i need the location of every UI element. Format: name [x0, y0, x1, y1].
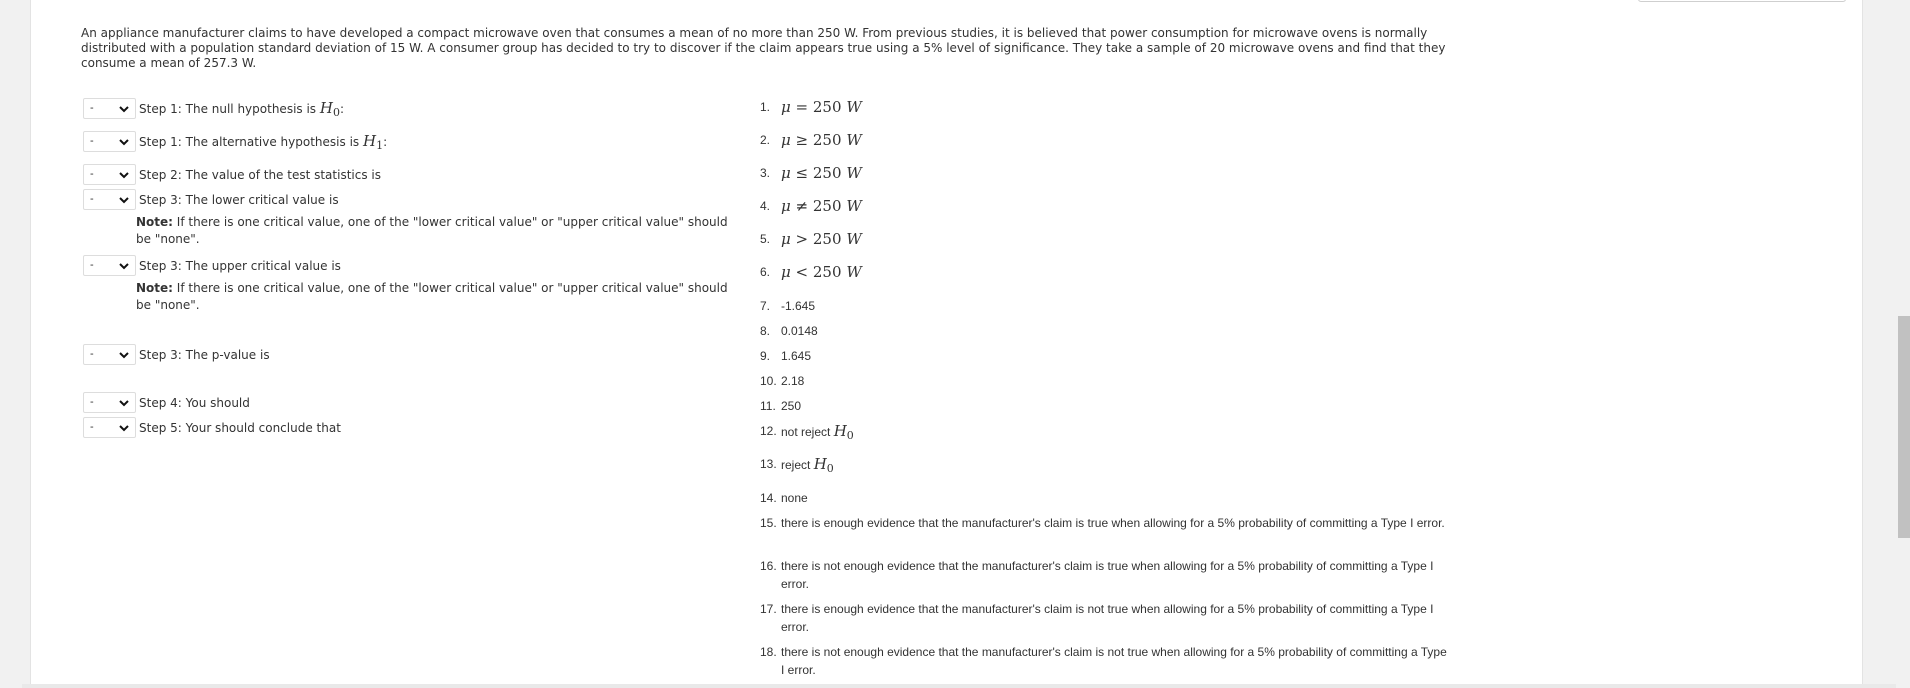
math-var: μ [781, 263, 791, 281]
option-item [760, 164, 862, 182]
option-item [760, 557, 1451, 593]
math-sub: 0 [846, 429, 854, 442]
math-symbol [814, 455, 834, 473]
option-number: 12. [760, 424, 777, 438]
option-item [760, 489, 808, 507]
option-item [760, 263, 862, 281]
answer-select[interactable] [83, 417, 136, 438]
math-op: > [795, 230, 809, 248]
math-unit: W [846, 131, 862, 149]
option-item [760, 230, 862, 248]
math-var: H [362, 131, 377, 150]
option-math [781, 98, 862, 116]
option-item [760, 600, 1451, 636]
step-label: Step 5: Your should conclude that [139, 420, 341, 435]
note-bold: Note: [136, 215, 173, 229]
math-var: H [833, 422, 847, 440]
math-op: ≠ [795, 197, 809, 215]
option-text: there is enough evidence that the manufacturer's claim is true when allowing for a 5% probability of committing a Type I error. [781, 516, 1445, 530]
note-text: If there is one critical value, one of the "lower critical value" or "upper critical value" should be "none". [136, 281, 728, 312]
option-number: 16. [760, 559, 777, 573]
chevron-down-icon [118, 136, 130, 148]
math-var: μ [781, 98, 791, 116]
step-row-p-value [83, 344, 270, 365]
option-number: 13. [760, 457, 777, 471]
option-number: 2. [760, 133, 771, 147]
critical-value-note [136, 214, 746, 248]
note-text: If there is one critical value, one of the "lower critical value" or "upper critical value" should be "none". [136, 215, 728, 246]
option-text: none [781, 491, 808, 505]
math-unit: W [846, 98, 862, 116]
option-item [760, 322, 818, 340]
bottom-divider [22, 684, 1910, 688]
answer-select[interactable] [83, 98, 136, 119]
answer-select[interactable] [83, 344, 136, 365]
select-value: - [90, 348, 94, 360]
answer-select[interactable] [83, 255, 136, 276]
option-math [781, 131, 862, 149]
chevron-down-icon [118, 397, 130, 409]
math-symbol [320, 99, 340, 117]
math-value: 250 [812, 98, 842, 116]
math-value: 250 [812, 164, 842, 182]
option-item [760, 98, 862, 116]
math-symbol [834, 422, 854, 440]
top-input-edge[interactable] [1638, 0, 1846, 2]
step-suffix: : [339, 101, 345, 116]
option-text [781, 422, 854, 445]
question-text: An appliance manufacturer claims to have developed a compact microwave oven that consumes a mean of no more than 250 W. From previous studies, it is believed that power consumption for microwave ovens is normally distributed with a population standard deviation of 15 W. A consumer group has decided to try to discover if the claim appears true using a 5% level of significance. They take a sample of 20 microwave ovens and find that they consume a mean of 257.3 W. [81, 26, 1446, 70]
math-unit: W [846, 164, 862, 182]
step-suffix: : [383, 134, 388, 149]
option-math [781, 230, 862, 248]
option-number: 14. [760, 491, 777, 505]
step-label: Step 3: The lower critical value is [139, 192, 339, 207]
option-item [760, 372, 804, 390]
option-text: there is enough evidence that the manufacturer's claim is not true when allowing for a 5% probability of committing a Type I error. [781, 602, 1434, 634]
math-symbol [363, 132, 383, 150]
step-row-conclusion [83, 417, 341, 438]
option-text: -1.645 [781, 299, 816, 313]
math-sub: 0 [826, 462, 834, 475]
step-label-text: Step 1: The null hypothesis is [139, 101, 320, 116]
math-sub: 0 [332, 105, 340, 119]
option-item [760, 455, 834, 478]
math-var: H [813, 455, 827, 473]
option-item [760, 347, 811, 365]
option-item [760, 297, 815, 315]
answer-select[interactable] [83, 392, 136, 413]
scrollbar-thumb[interactable] [1898, 316, 1910, 538]
step-row-alternative-hypothesis [83, 131, 387, 152]
step-label [139, 99, 344, 119]
option-number: 1. [760, 100, 771, 114]
option-number: 3. [760, 166, 771, 180]
math-var: μ [781, 164, 791, 182]
note-bold: Note: [136, 281, 173, 295]
answer-select[interactable] [83, 189, 136, 210]
math-op: ≥ [795, 131, 809, 149]
option-number: 18. [760, 645, 777, 659]
select-value: - [90, 168, 94, 180]
answer-select[interactable] [83, 131, 136, 152]
option-number: 7. [760, 299, 771, 313]
select-value: - [90, 102, 94, 114]
math-var: μ [781, 230, 791, 248]
option-math [781, 164, 862, 182]
option-item [760, 397, 801, 415]
math-unit: W [846, 197, 862, 215]
chevron-down-icon [118, 194, 130, 206]
option-math [781, 263, 862, 281]
option-number: 11. [760, 399, 776, 413]
step-row-null-hypothesis [83, 98, 344, 119]
chevron-down-icon [118, 260, 130, 272]
step-label: Step 3: The p-value is [139, 347, 270, 362]
math-var: μ [781, 131, 791, 149]
option-text: 250 [781, 399, 802, 413]
math-var: H [319, 98, 333, 117]
math-sub: 1 [376, 138, 384, 152]
option-item [760, 131, 862, 149]
option-number: 4. [760, 199, 771, 213]
math-op: < [795, 263, 809, 281]
chevron-down-icon [118, 349, 130, 361]
option-number: 5. [760, 232, 771, 246]
select-value: - [90, 193, 94, 205]
step-row-lower-critical [83, 189, 339, 210]
select-value: - [90, 135, 94, 147]
answer-select[interactable] [83, 164, 136, 185]
option-text-prefix: reject [781, 458, 814, 472]
step-label: Step 3: The upper critical value is [139, 258, 341, 273]
math-unit: W [846, 263, 862, 281]
math-var: μ [781, 197, 791, 215]
step-label: Step 4: You should [139, 395, 250, 410]
option-number: 15. [760, 516, 777, 530]
step-row-upper-critical [83, 255, 341, 276]
select-value: - [90, 396, 94, 408]
chevron-down-icon [118, 422, 130, 434]
math-value: 250 [812, 197, 842, 215]
chevron-down-icon [118, 103, 130, 115]
step-row-decision [83, 392, 250, 413]
option-item [760, 197, 862, 215]
step-label-text: Step 1: The alternative hypothesis is [139, 134, 363, 149]
math-value: 250 [812, 263, 842, 281]
option-number: 9. [760, 349, 771, 363]
critical-value-note [136, 280, 746, 314]
step-label [139, 132, 387, 152]
math-value: 250 [812, 131, 842, 149]
chevron-down-icon [118, 169, 130, 181]
option-item [760, 422, 854, 445]
select-value: - [90, 259, 94, 271]
option-text: 2.18 [781, 374, 805, 388]
step-label: Step 2: The value of the test statistics is [139, 167, 381, 182]
option-item [760, 514, 1451, 532]
option-number: 10. [760, 374, 777, 388]
option-number: 17. [760, 602, 777, 616]
math-op: ≤ [795, 164, 809, 182]
step-row-test-statistic [83, 164, 381, 185]
option-text-prefix: not reject [781, 425, 834, 439]
option-math [781, 197, 862, 215]
option-number: 6. [760, 265, 771, 279]
option-text: there is not enough evidence that the manufacturer's claim is true when allowing for a 5% probability of committing a Type I error. [781, 559, 1434, 591]
option-text [781, 455, 834, 478]
math-unit: W [846, 230, 862, 248]
option-text: there is not enough evidence that the manufacturer's claim is not true when allowing for a 5% probability of committing a Type I error. [781, 645, 1447, 677]
math-value: 250 [812, 230, 842, 248]
option-text: 0.0148 [781, 324, 818, 338]
select-value: - [90, 421, 94, 433]
math-op: = [795, 98, 809, 116]
option-text: 1.645 [781, 349, 812, 363]
option-item [760, 643, 1451, 679]
option-number: 8. [760, 324, 771, 338]
